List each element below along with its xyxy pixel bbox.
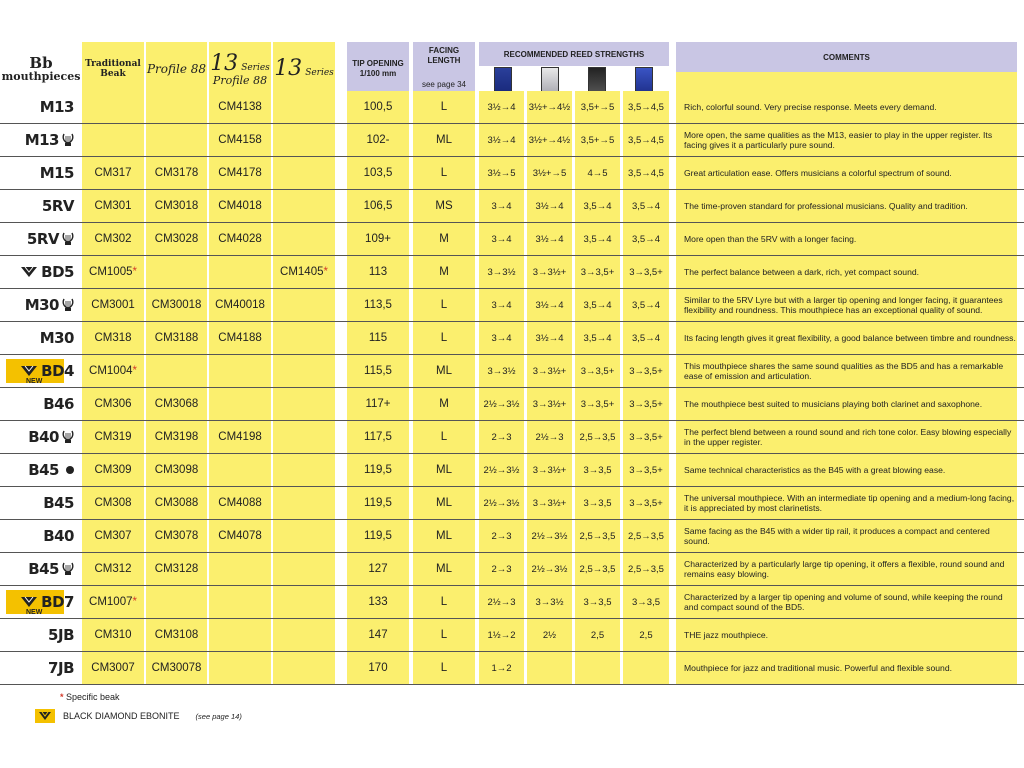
- mouthpiece-name-text: B46: [43, 395, 74, 413]
- cell-facing: M: [439, 233, 449, 245]
- cell-r1: 1→2: [491, 662, 512, 674]
- cell-tip: 119,5: [364, 464, 392, 476]
- mouthpieces-label: mouthpieces: [1, 69, 81, 83]
- mouthpiece-name: [0, 652, 80, 684]
- cell-s13p: CM4138: [218, 101, 262, 113]
- cell-facing: L: [440, 167, 448, 179]
- mouthpiece-name-text: M15: [39, 164, 74, 182]
- mouthpiece-name-text: M13: [24, 131, 59, 149]
- cell-s13: [273, 190, 335, 222]
- cell-s13p: CM4088: [218, 497, 262, 509]
- cell-r2: 3→3½+: [532, 497, 567, 509]
- cell-r2: 3→3½+: [532, 266, 567, 278]
- cell-r4: 3,5→4: [632, 233, 660, 245]
- cell-s13: [273, 421, 335, 453]
- cell-s13p: [209, 355, 271, 387]
- mouthpiece-name: [0, 619, 80, 651]
- cell-s13p: CM4018: [218, 200, 262, 212]
- cell-facing: ML: [436, 497, 452, 509]
- mouthpiece-name-text: BD5: [41, 263, 74, 281]
- mouthpiece-name: [0, 520, 80, 552]
- cell-tip: 113,5: [364, 299, 392, 311]
- cell-comment: Its facing length gives it great flexibility, a good balance between timbre and roundness.: [684, 333, 1016, 343]
- cell-s13: [273, 454, 335, 486]
- cell-tip: 119,5: [364, 497, 392, 509]
- cell-comment: More open, the same qualities as the M13, easier to play in the upper register. Its facing gives it a particularly pure sound.: [684, 130, 993, 150]
- cell-facing: ML: [436, 464, 452, 476]
- cell-comment: Same facing as the B45 with a wider tip rail, it produces a compact and centered sound.: [684, 526, 990, 546]
- cell-tip: 102-: [366, 134, 390, 146]
- cell-r4: 3→3,5+: [629, 431, 663, 443]
- cell-p88: CM30078: [151, 662, 202, 674]
- cell-s13: [273, 157, 335, 189]
- cell-facing: ML: [436, 563, 452, 575]
- cell-trad: CM318: [94, 332, 132, 344]
- lyre-icon: [62, 562, 74, 576]
- cell-s13p: [209, 586, 271, 618]
- cell-r3: 3,5+→5: [580, 101, 615, 113]
- cell-r4: 3→3,5+: [629, 266, 663, 278]
- cell-r2: 3½+→4½: [528, 134, 571, 146]
- mouthpiece-name-text: B40: [43, 527, 74, 545]
- cell-p88: CM3078: [154, 530, 199, 542]
- cell-r4: [623, 652, 669, 684]
- cell-s13: [273, 322, 335, 354]
- cell-r3: 4→5: [587, 167, 608, 179]
- cell-r4: 3,5→4,5: [628, 134, 664, 146]
- cell-p88: CM3028: [154, 233, 199, 245]
- cell-r4: 2,5→3,5: [628, 530, 664, 542]
- 13-series-header: 13 Series: [273, 42, 335, 96]
- cell-r1: 3→3½: [487, 365, 516, 377]
- mouthpiece-name: [0, 421, 80, 453]
- cell-s13: [273, 652, 335, 684]
- cell-trad: CM306: [94, 398, 132, 410]
- cell-p88: [146, 124, 207, 156]
- cell-r4: 3→3,5: [632, 596, 660, 608]
- cell-p88: CM3128: [154, 563, 199, 575]
- cell-r4: 2,5: [639, 629, 653, 641]
- new-label: NEW: [26, 378, 43, 385]
- cell-r2: 3→3½+: [532, 398, 567, 410]
- cell-r1: 1½→2: [487, 629, 516, 641]
- see-page-label: see page 34: [421, 80, 467, 89]
- cell-trad: CM3007: [91, 662, 135, 674]
- cell-r4: 3,5→4,5: [628, 167, 664, 179]
- table-row: [0, 190, 1024, 223]
- black-diamond-icon: [20, 266, 38, 278]
- cell-r1: 3→4: [491, 200, 512, 212]
- cell-s13p: [209, 388, 271, 420]
- cell-s13: [273, 553, 335, 585]
- cell-r3: 2,5→3,5: [579, 563, 616, 575]
- cell-r1: 2→3: [491, 431, 512, 443]
- bb-label: Bb: [29, 53, 53, 72]
- table-row: [0, 322, 1024, 355]
- cell-r2: 3→3½+: [532, 464, 567, 476]
- cell-r4: 2,5→3,5: [628, 563, 664, 575]
- cell-r1: 3→4: [491, 233, 512, 245]
- cell-tip: 103,5: [363, 167, 393, 179]
- cell-r4: 3,5→4: [632, 299, 660, 311]
- cell-r3: 3,5→4: [583, 332, 612, 344]
- cell-r4: 3→3,5+: [629, 365, 663, 377]
- cell-s13p: CM40018: [215, 299, 265, 311]
- mouthpiece-name: [0, 157, 80, 189]
- black-diamond-icon: [20, 365, 38, 377]
- mouthpiece-name-text: 5RV: [26, 230, 59, 248]
- new-label: NEW: [26, 609, 43, 616]
- table-row: [0, 388, 1024, 421]
- cell-s13p: [209, 619, 271, 651]
- cell-p88: CM3178: [154, 167, 199, 179]
- cell-trad: CM308: [94, 497, 132, 509]
- cell-trad: [82, 124, 144, 156]
- lyre-icon: [62, 133, 74, 147]
- mouthpiece-name-text: M30: [24, 296, 59, 314]
- cell-r1: 2→3: [491, 530, 512, 542]
- cell-s13: [273, 619, 335, 651]
- cell-s13p: CM4078: [218, 530, 262, 542]
- cell-r4: 3→3,5+: [629, 398, 663, 410]
- table-row: [0, 619, 1024, 652]
- cell-s13p: CM4178: [218, 167, 262, 179]
- mouthpiece-name: [0, 553, 80, 585]
- mouthpiece-name: [0, 322, 80, 354]
- cell-tip: 106,5: [363, 200, 393, 212]
- cell-s13p: [209, 553, 271, 585]
- cell-facing: L: [440, 629, 448, 641]
- cell-p88: CM3018: [154, 200, 199, 212]
- cell-r3: 2,5: [590, 629, 605, 641]
- cell-facing: M: [439, 266, 449, 278]
- cell-r3: 3,5→4: [583, 299, 612, 311]
- table-row: [0, 223, 1024, 256]
- 13-series-profile88-header: 13 Series Profile 88: [209, 42, 271, 96]
- cell-facing: L: [440, 596, 448, 608]
- cell-r1: 3→4: [491, 332, 512, 344]
- cell-tip: 117+: [365, 398, 391, 410]
- mouthpiece-name-text: B40: [28, 428, 59, 446]
- table-row: [0, 91, 1024, 124]
- mouthpiece-name-text: BD7: [41, 593, 74, 611]
- table-row: [0, 586, 1024, 619]
- cell-s13: [273, 388, 335, 420]
- table-row: [0, 487, 1024, 520]
- mouthpiece-name-text: M30: [39, 329, 74, 347]
- cell-r4: 3→3,5+: [629, 497, 663, 509]
- cell-r2: 3½+→4½: [528, 101, 571, 113]
- cell-p88: CM3088: [154, 497, 199, 509]
- black-diamond-icon: [20, 596, 38, 608]
- cell-facing: ML: [436, 530, 452, 542]
- black-diamond-legend: BLACK DIAMOND EBONITE (see page 14): [35, 709, 242, 723]
- table-row: [0, 421, 1024, 454]
- cell-trad: CM3001: [91, 299, 135, 311]
- cell-tip: 113: [368, 266, 388, 278]
- cell-comment: The perfect blend between a round sound and rich tone color. Easy blowing especially in the upper register.: [684, 427, 1012, 447]
- cell-s13p: [209, 454, 271, 486]
- mouthpiece-name: [0, 223, 80, 255]
- table-row: [0, 124, 1024, 157]
- mouthpiece-name-text: 5JB: [48, 626, 74, 644]
- cell-s13p: CM4198: [218, 431, 262, 443]
- cell-r2: 3→3½+: [532, 365, 567, 377]
- mouthpiece-name: [0, 487, 80, 519]
- cell-p88: [146, 586, 207, 618]
- cell-facing: MS: [435, 200, 453, 212]
- mouthpiece-name-text: M13: [39, 98, 74, 116]
- mouthpiece-name: [0, 256, 80, 288]
- cell-r3: 3,5→4: [583, 200, 612, 212]
- cell-r3: 3→3,5: [583, 464, 612, 476]
- cell-r2: [527, 652, 572, 684]
- mouthpiece-name-text: B45: [28, 560, 59, 578]
- cell-r1: 3½→5: [487, 167, 516, 179]
- cell-facing: L: [440, 662, 448, 674]
- mouthpiece-name: [0, 190, 80, 222]
- cell-comment: The time-proven standard for professional musicians. Quality and tradition.: [684, 201, 968, 211]
- cell-tip: 133: [368, 596, 388, 608]
- cell-s13p: CM4158: [218, 134, 262, 146]
- mouthpiece-name: [0, 91, 80, 123]
- cell-s13: CM1405 *: [280, 266, 328, 278]
- cell-r3: 3→3,5: [583, 596, 612, 608]
- table-row: [0, 454, 1024, 487]
- cell-comment: Characterized by a particularly large tip opening, it offers a flexible, round sound and remains easy blowing.: [684, 559, 1005, 579]
- cell-trad: CM310: [94, 629, 132, 641]
- cell-s13: [273, 487, 335, 519]
- cell-r1: 3½→4: [487, 101, 516, 113]
- cell-r2: 3½→4: [535, 200, 564, 212]
- reed-strengths-header: RECOMMENDED REED STRENGTHS: [479, 42, 669, 96]
- cell-p88: CM3098: [154, 464, 199, 476]
- mouthpiece-name: [0, 124, 80, 156]
- cell-comment: More open than the 5RV with a longer facing.: [684, 234, 857, 244]
- cell-r3: 3→3,5+: [580, 266, 615, 278]
- mouthpiece-name: [0, 454, 80, 486]
- lyre-icon: [62, 232, 74, 246]
- cell-r3: 3,5→4: [583, 233, 612, 245]
- table-row: [0, 553, 1024, 586]
- cell-comment: Great articulation ease. Offers musicians a colorful spectrum of sound.: [684, 168, 952, 178]
- cell-s13: [273, 91, 335, 123]
- cell-p88: [146, 91, 207, 123]
- cell-s13: [273, 289, 335, 321]
- table-row: [0, 256, 1024, 289]
- cell-comment: The universal mouthpiece. With an intermediate tip opening and a medium-long facing, it is appreciated by most clarinetists.: [684, 493, 1015, 513]
- cell-tip: 147: [368, 629, 388, 641]
- cell-r2: 3½→4: [535, 233, 564, 245]
- cell-facing: L: [440, 101, 448, 113]
- cell-p88: CM30018: [151, 299, 202, 311]
- cell-r3: 2,5→3,5: [579, 530, 616, 542]
- facing-length-header: FACING LENGTH see page 34: [413, 42, 475, 96]
- tip-opening-header: TIP OPENING 1/100 mm: [347, 42, 409, 96]
- cell-trad: CM1004 *: [89, 365, 137, 377]
- cell-s13: [273, 520, 335, 552]
- cell-trad: [82, 91, 144, 123]
- table-row: [0, 289, 1024, 322]
- cell-trad: CM307: [94, 530, 132, 542]
- cell-r3: 3→3,5+: [580, 365, 615, 377]
- cell-facing: M: [439, 398, 449, 410]
- cell-facing: L: [440, 299, 448, 311]
- cell-s13p: CM4188: [218, 332, 262, 344]
- cell-p88: CM3108: [154, 629, 199, 641]
- cell-comment: THE jazz mouthpiece.: [684, 630, 769, 640]
- cell-s13: [273, 223, 335, 255]
- mouthpiece-name-text: 5RV: [41, 197, 74, 215]
- cell-s13p: [209, 256, 271, 288]
- cell-r2: 2½: [542, 629, 557, 641]
- cell-r1: 3→4: [491, 299, 512, 311]
- cell-r2: 2½→3½: [531, 530, 568, 542]
- cell-trad: CM302: [94, 233, 132, 245]
- cell-facing: ML: [436, 365, 452, 377]
- cell-s13p: [209, 652, 271, 684]
- cell-tip: 119,5: [364, 530, 392, 542]
- cell-comment: Similar to the 5RV Lyre but with a larger tip opening and longer facing, it guarantees flexibility and roundness. This mouthpiece has an exceptional quality of sound.: [684, 295, 1003, 315]
- cell-s13: [273, 355, 335, 387]
- cell-p88: CM3198: [154, 431, 199, 443]
- mouthpiece-name: [0, 388, 80, 420]
- cell-facing: L: [440, 431, 448, 443]
- cell-tip: 127: [368, 563, 388, 575]
- cell-trad: CM1005 *: [89, 266, 137, 278]
- cell-s13p: CM4028: [218, 233, 262, 245]
- cell-trad: CM319: [94, 431, 132, 443]
- cell-p88: CM3188: [154, 332, 199, 344]
- cell-trad: CM317: [94, 167, 132, 179]
- cell-r1: 2→3: [491, 563, 512, 575]
- cell-r3: 3,5+→5: [580, 134, 615, 146]
- cell-r1: 2½→3: [487, 596, 516, 608]
- mouthpiece-name-text: 7JB: [48, 659, 74, 677]
- cell-comment: Same technical characteristics as the B45 with a great blowing ease.: [684, 465, 946, 475]
- lyre-icon: [62, 298, 74, 312]
- cell-r2: 3½→4: [535, 299, 564, 311]
- cell-comment: Rich, colorful sound. Very precise response. Meets every demand.: [684, 102, 937, 112]
- cell-r2: 2½→3½: [531, 563, 568, 575]
- cell-r1: 2½→3½: [483, 398, 520, 410]
- mouthpiece-name: [0, 289, 80, 321]
- table-row: [0, 520, 1024, 553]
- lyre-icon: [62, 430, 74, 444]
- cell-comment: This mouthpiece shares the same sound qualities as the BD5 and has a remarkable ease of emission and articulation.: [684, 361, 1004, 381]
- cell-comment: Mouthpiece for jazz and traditional music. Powerful and flexible sound.: [684, 663, 952, 673]
- cell-r1: 2½→3½: [483, 464, 520, 476]
- table-row: [0, 157, 1024, 190]
- cell-r2: 2½→3: [535, 431, 564, 443]
- mouthpiece-name-text: BD4: [41, 362, 74, 380]
- cell-tip: 100,5: [363, 101, 393, 113]
- cell-r4: 3,5→4: [632, 332, 660, 344]
- cell-trad: CM301: [94, 200, 132, 212]
- traditional-beak-header: Traditional Beak: [82, 42, 144, 96]
- cell-p88: [146, 256, 207, 288]
- cell-r1: 3→3½: [487, 266, 516, 278]
- cell-r4: 3,5→4,5: [628, 101, 664, 113]
- comments-header: COMMENTS: [676, 42, 1017, 96]
- cell-r2: 3½→4: [535, 332, 564, 344]
- black-diamond-icon: [35, 709, 55, 723]
- cell-r3: 3→3,5: [583, 497, 612, 509]
- cell-p88: [146, 355, 207, 387]
- cell-r3: [575, 652, 620, 684]
- cell-r2: 3→3½: [535, 596, 564, 608]
- table-row: [0, 652, 1024, 685]
- cell-tip: 109+: [365, 233, 391, 245]
- cell-r1: 3½→4: [487, 134, 516, 146]
- profile88-header: Profile 88: [146, 42, 207, 96]
- table-row: [0, 355, 1024, 388]
- star-marker: *: [60, 692, 64, 702]
- mouthpiece-name: [0, 355, 80, 387]
- cell-comment: Characterized by a larger tip opening and volume of sound, while keeping the round and compact sound of the BD5.: [684, 592, 1003, 612]
- mouthpiece-name: [0, 586, 80, 618]
- cell-r4: 3,5→4: [632, 200, 660, 212]
- cell-facing: ML: [436, 134, 452, 146]
- mouthpieces-header: [0, 42, 82, 96]
- cell-tip: 117,5: [364, 431, 392, 443]
- cell-p88: CM3068: [154, 398, 199, 410]
- cell-trad: CM312: [94, 563, 132, 575]
- cell-r4: 3→3,5+: [629, 464, 663, 476]
- cell-comment: The perfect balance between a dark, rich, yet compact sound.: [684, 267, 920, 277]
- cell-comment: The mouthpiece best suited to musicians playing both clarinet and saxophone.: [684, 399, 983, 409]
- cell-s13: [273, 586, 335, 618]
- cell-facing: L: [440, 332, 448, 344]
- cell-r3: 2,5→3,5: [579, 431, 616, 443]
- cell-trad: CM1007 *: [89, 596, 137, 608]
- cell-tip: 170: [368, 662, 388, 674]
- cell-r2: 3½+→5: [532, 167, 567, 179]
- cell-tip: 115,5: [364, 365, 392, 377]
- specific-beak-footnote: * Specific beak: [60, 692, 120, 702]
- mouthpiece-name-text: B45: [43, 494, 74, 512]
- cell-trad: CM309: [94, 464, 132, 476]
- cell-r3: 3→3,5+: [580, 398, 615, 410]
- cell-s13: [273, 124, 335, 156]
- dot-icon: [66, 466, 74, 474]
- cell-r1: 2½→3½: [483, 497, 520, 509]
- cell-tip: 115: [368, 332, 388, 344]
- mouthpiece-name-text: B45: [28, 461, 59, 479]
